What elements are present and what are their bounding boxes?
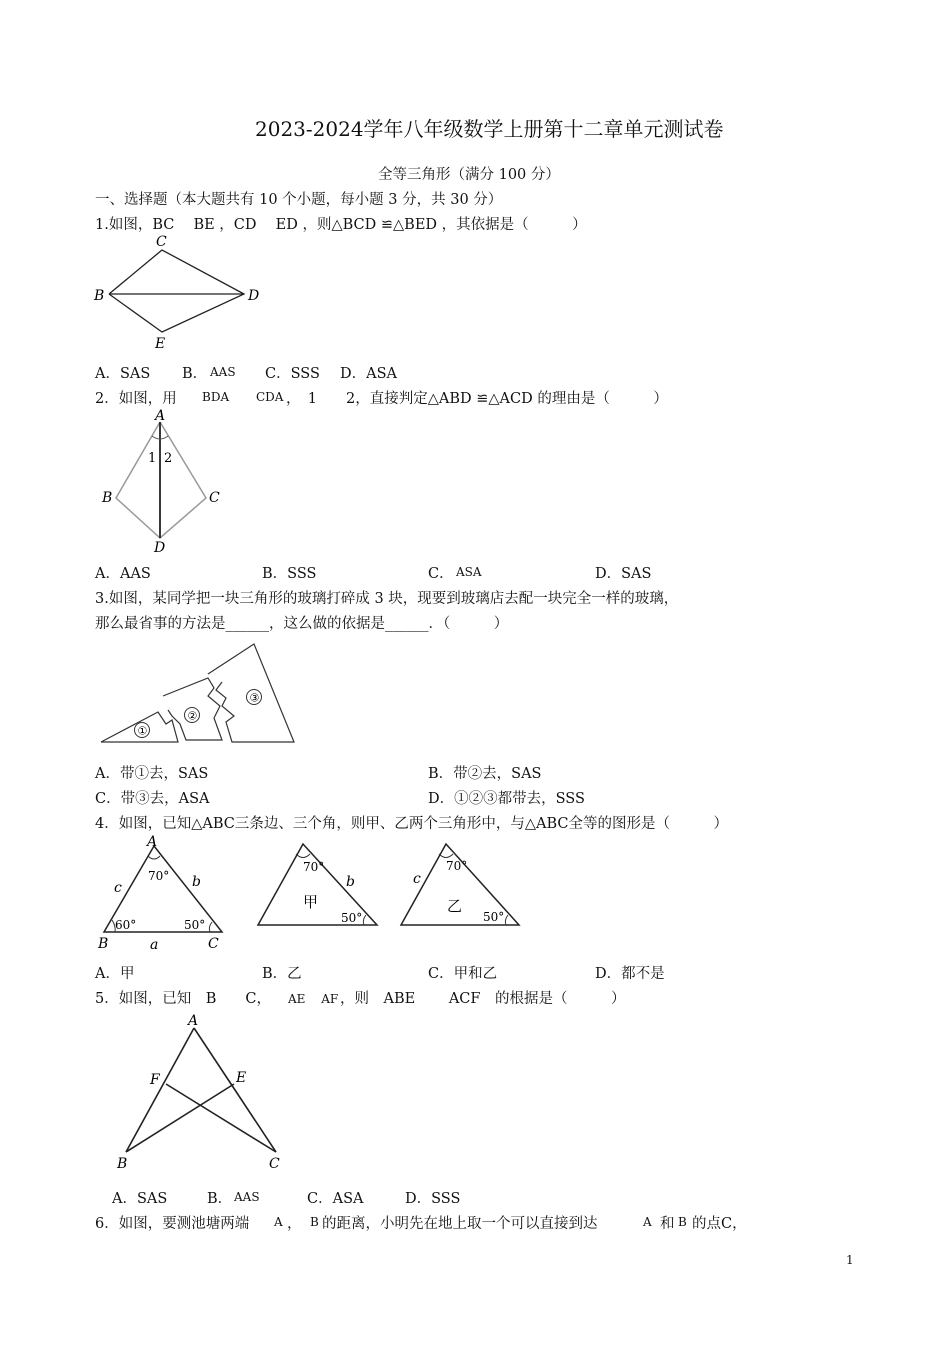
question-6-point-b-2: B [678,1215,687,1229]
label-b: B [98,936,109,952]
question-6-point-a-2: A [643,1215,652,1229]
question-5-given: AE AF [288,992,339,1006]
q4-option-a: A．甲 [95,966,135,982]
label-a: A [147,834,158,850]
question-4-stem: 4．如图，已知△ABC三条边、三个角，则甲、乙两个三角形中，与△ABC全等的图形是（ ） [95,816,729,832]
question-5-stem-a: 5．如图，已知 B C， [95,991,271,1007]
jia-side-b-label: b [346,874,355,890]
question-6-stem-a: 6．如图，要测池塘两端 [95,1216,250,1232]
triangle-yi [401,844,519,925]
yi-label: 乙 [447,897,463,915]
q1-option-d: D．ASA [340,366,398,382]
label-a: A [188,1013,199,1029]
angle-1-label: 1 [148,451,157,466]
question-3-line-1: 3.如图，某同学把一块三角形的玻璃打碎成 3 块，现要到玻璃店去配一块完全一样的玻璃， [95,591,679,607]
question-1-figure [92,232,272,350]
angle-50-label: 50° [184,918,206,932]
triangle-abc [97,834,222,953]
yi-side-c-label: c [413,871,421,887]
q3-option-c: C．带③去，ASA [95,791,210,807]
question-1-stem: 1.如图，BC BE ，CD ED ，则△BCD ≌△BED ，其依据是（ ） [95,217,587,233]
q5-option-b-value: AAS [234,1190,260,1204]
label-c: C [269,1156,280,1172]
label-e: E [236,1070,247,1086]
label-b: B [117,1156,128,1172]
q5-option-a: A．SAS [112,1191,168,1207]
q3-option-b: B．带②去，SAS [428,766,542,782]
question-6-point-b: B [310,1215,319,1229]
jia-angle-50-label: 50° [341,911,363,925]
question-6-point-a: A [274,1215,283,1229]
q2-option-c: C． [428,566,454,582]
q2-option-a: A．AAS [95,566,151,582]
label-d: D [248,288,260,304]
side-b-label: b [192,874,201,890]
side-c-label: c [114,880,122,896]
q4-option-d: D．都不是 [595,966,665,982]
q2-option-b: B．SSS [262,566,317,582]
q5-option-b: B． [207,1191,233,1207]
question-6-stem-c: 的点C， [692,1216,747,1232]
page-subtitle: 全等三角形（满分 100 分） [378,167,560,183]
label-c: C [156,234,167,250]
angle-60-label: 60° [115,918,137,932]
question-5-stem-b: ，则 ABE ACF 的根据是（ ） [340,991,626,1007]
label-c: C [209,490,220,506]
question-2-stem-a: 2．如图，用 [95,391,177,407]
section-heading: 一、选择题（本大题共有 10 个小题，每小题 3 分，共 30 分） [95,192,503,208]
angle-70-label: 70° [148,869,170,883]
q5-option-c: C．ASA [307,1191,364,1207]
piece-3-label: ③ [249,691,260,705]
jia-label: 甲 [303,893,319,911]
q4-option-b: B．乙 [262,966,302,982]
q2-option-c-value: ASA [456,565,482,579]
question-6-sep: ， [287,1216,302,1232]
q3-option-a: A．带①去，SAS [95,766,209,782]
label-b: B [102,490,113,506]
side-a-label: a [150,937,159,953]
question-2-angle-cda: CDA [256,390,284,404]
question-4-figure [96,834,526,956]
question-3-figure [98,640,298,746]
question-2-figure [98,408,228,554]
q5-option-d: D．SSS [405,1191,461,1207]
q1-option-c: C．SSS [265,366,320,382]
label-f: F [150,1072,160,1088]
q2-option-d: D．SAS [595,566,652,582]
piece-1-label: ① [137,724,148,738]
piece-2-label: ② [187,709,198,723]
angle-2-label: 2 [164,451,173,466]
q3-option-d: D．①②③都带去，SSS [428,791,585,807]
q1-option-b-value: AAS [210,365,236,379]
page-title: 2023-2024学年八年级数学上册第十二章单元测试卷 [255,117,724,141]
label-b: B [94,288,105,304]
label-e: E [155,336,166,352]
label-c: C [208,936,219,952]
label-d: D [154,540,166,556]
q1-option-b: B． [182,366,208,382]
question-3-line-2: 那么最省事的方法是______，这么做的依据是______．（ ） [95,616,509,632]
question-5-figure [110,1012,290,1172]
jia-angle-70-label: 70° [303,860,325,874]
question-6-and: 和 [660,1216,675,1232]
q4-option-c: C．甲和乙 [428,966,498,982]
question-2-angle-bda: BDA [202,390,230,404]
triangle-jia [258,844,377,925]
yi-angle-50-label: 50° [483,910,505,924]
yi-angle-70-label: 70° [446,859,468,873]
page-number: 1 [846,1253,854,1267]
label-a: A [155,408,166,424]
question-6-stem-b: 的距离，小明先在地上取一个可以直接到达 [322,1216,598,1232]
q1-option-a: A．SAS [95,366,151,382]
question-2-stem-b: ， 1 2，直接判定△ABD ≌△ACD 的理由是（ ） [286,391,668,407]
